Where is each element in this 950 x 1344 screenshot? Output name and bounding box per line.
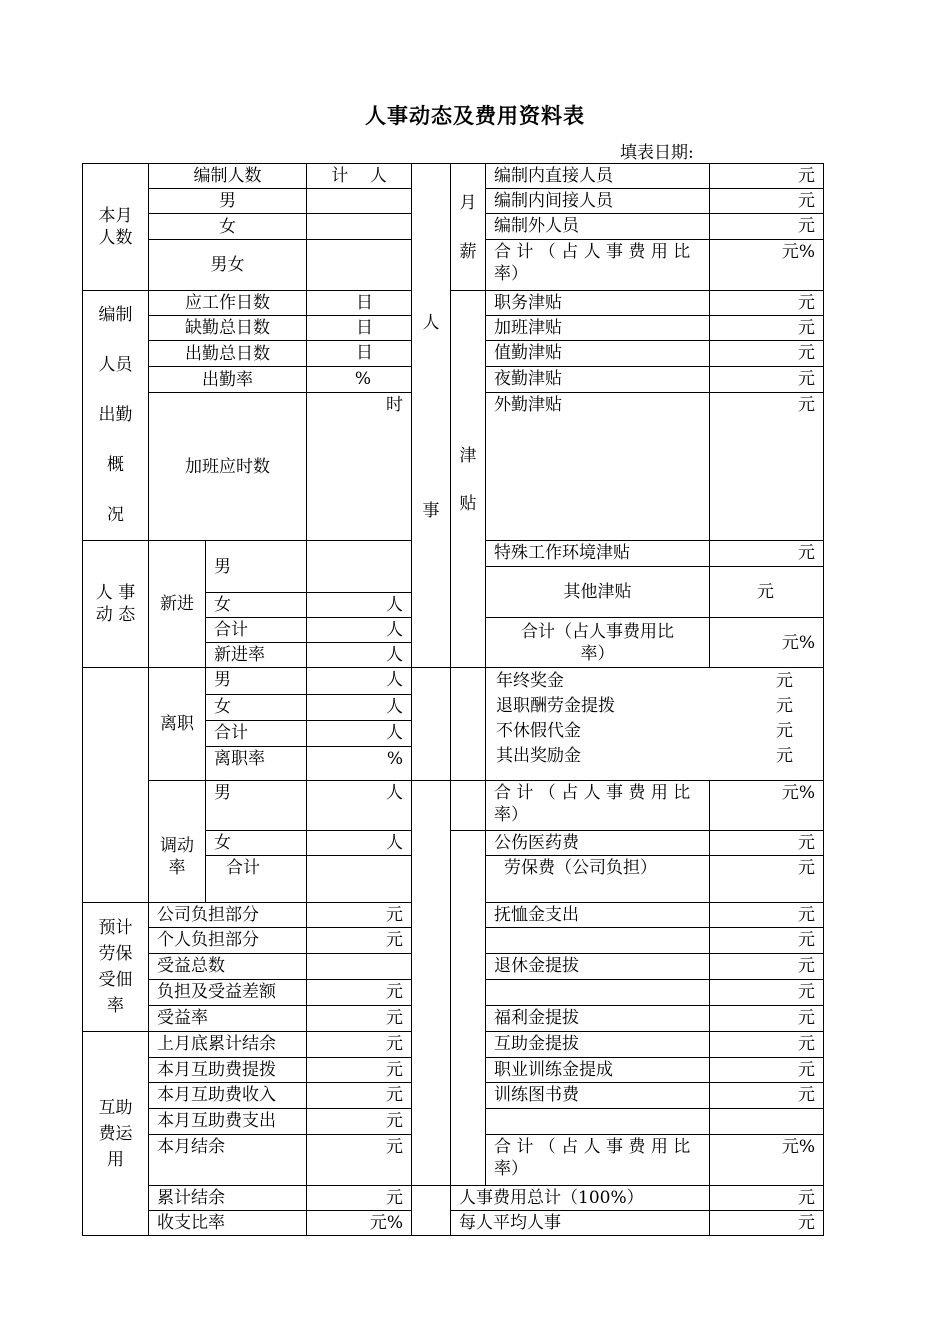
retirement-value[interactable]: 元 xyxy=(709,953,824,980)
injury-medical-value[interactable]: 元 xyxy=(709,830,824,856)
ma-month-balance-label: 本月结余 xyxy=(148,1134,307,1186)
blank-cost-row-3[interactable] xyxy=(485,1108,710,1135)
allowance-other-value[interactable]: 元 xyxy=(709,566,824,618)
personnel-band-bottom xyxy=(411,1185,451,1236)
other-costs-subtotal-label: 合 计 （ 占 人 事 费 用 比 率） xyxy=(485,1134,710,1186)
resign-rate-value[interactable]: % xyxy=(306,746,412,781)
new-hire-rate-value[interactable]: 人 xyxy=(306,642,412,668)
personnel-band-upper xyxy=(411,163,451,668)
labor-insurance-label: 劳保费（公司负担） xyxy=(485,855,710,903)
attendance-rate-label: 出勤率 xyxy=(148,366,307,393)
dynamics-group-label: 人 事 动 态 xyxy=(82,540,149,668)
resign-total-value[interactable]: 人 xyxy=(306,720,412,747)
personnel-char-ren: 人 xyxy=(422,313,440,333)
headcount-female-value[interactable] xyxy=(306,213,412,240)
ins-personal-label: 个人负担部分 xyxy=(148,927,307,954)
transfer-total-label: 合计 xyxy=(205,855,307,903)
workdays-value[interactable]: 日 xyxy=(306,290,412,316)
labor-insurance-value[interactable]: 元 xyxy=(709,855,824,903)
ins-company-value[interactable]: 元 xyxy=(306,902,412,928)
bonus-subtotal-value[interactable]: 元% xyxy=(709,780,824,831)
pension-label: 抚恤金支出 xyxy=(485,902,710,928)
bonus-subtotal-spacer xyxy=(450,780,486,831)
ins-benefit-total-label: 受益总数 xyxy=(148,953,307,980)
transfer-female-value[interactable]: 人 xyxy=(306,830,412,856)
workdays-label: 应工作日数 xyxy=(148,290,307,316)
resign-label: 离职 xyxy=(148,667,206,781)
allowance-onduty-value[interactable]: 元 xyxy=(709,340,824,367)
ma-total-balance-label: 累计结余 xyxy=(148,1185,307,1211)
blank-cost-row-1-value[interactable]: 元 xyxy=(709,927,824,954)
headcount-total-value[interactable] xyxy=(306,239,412,291)
headcount-value[interactable]: 计 人 xyxy=(306,163,412,189)
allowance-overtime-label: 加班津贴 xyxy=(485,315,710,341)
mutual-aid-group-label: 互助 费运 用 xyxy=(82,1031,149,1236)
bonus-block xyxy=(485,667,824,781)
overtime-hours-value[interactable]: 时 xyxy=(306,392,412,541)
ma-total-balance-value[interactable]: 元 xyxy=(306,1185,412,1211)
personnel-band-lower xyxy=(411,780,451,1186)
salary-external-label: 编制外人员 xyxy=(485,213,710,240)
ins-personal-value[interactable]: 元 xyxy=(306,927,412,954)
bonus-retirement-label: 退职酬劳金提拨 xyxy=(496,696,615,716)
attendance-group-label: 编制 人员 出勤 概 况 xyxy=(82,290,149,541)
resign-female-label: 女 xyxy=(205,694,307,721)
salary-group-label: 月 薪 xyxy=(450,163,486,291)
resign-total-label: 合计 xyxy=(205,720,307,747)
welfare-fund-label: 福利金提拔 xyxy=(485,1005,710,1032)
transfer-total-value[interactable] xyxy=(306,855,412,903)
blank-cost-row-3-value[interactable] xyxy=(709,1108,824,1135)
blank-cost-row-1[interactable] xyxy=(485,927,710,954)
per-capita-label: 每人平均人事 xyxy=(450,1210,710,1236)
allowance-field-label: 外勤津贴 xyxy=(485,392,710,541)
present-days-label: 出勤总日数 xyxy=(148,340,307,367)
ins-difference-value[interactable]: 元 xyxy=(306,979,412,1006)
headcount-female-label: 女 xyxy=(148,213,307,240)
salary-direct-value[interactable]: 元 xyxy=(709,163,824,189)
salary-direct-label: 编制内直接人员 xyxy=(485,163,710,189)
ma-income-value[interactable]: 元 xyxy=(306,1082,412,1109)
ma-month-balance-value[interactable]: 元 xyxy=(306,1134,412,1186)
new-female-value[interactable]: 人 xyxy=(306,592,412,618)
new-male-value[interactable] xyxy=(306,540,412,593)
transfer-male-label: 男 xyxy=(205,780,307,831)
ma-prev-balance-value[interactable]: 元 xyxy=(306,1031,412,1058)
training-books-value[interactable]: 元 xyxy=(709,1082,824,1109)
personnel-band-mid xyxy=(411,667,451,781)
bonus-no-leave-value[interactable]: 元 xyxy=(776,721,793,741)
bonus-retirement-value[interactable]: 元 xyxy=(776,696,793,716)
bonus-other-value[interactable]: 元 xyxy=(776,746,793,766)
page-title: 人事动态及费用资料表 xyxy=(365,103,585,128)
bonus-group-cell xyxy=(450,667,486,781)
headcount-male-value[interactable] xyxy=(306,188,412,214)
new-total-label: 合计 xyxy=(205,617,307,643)
allowance-other-label: 其他津贴 xyxy=(485,566,710,618)
ins-benefit-total-value[interactable] xyxy=(306,953,412,980)
absent-days-label: 缺勤总日数 xyxy=(148,315,307,341)
attendance-rate-value[interactable]: % xyxy=(306,366,412,393)
allowance-subtotal-value[interactable]: 元% xyxy=(709,617,824,668)
new-hire-rate-label: 新进率 xyxy=(205,642,307,668)
allowance-duty-value[interactable]: 元 xyxy=(709,290,824,316)
personnel-char-shi: 事 xyxy=(422,501,440,521)
ma-ratio-value[interactable]: 元% xyxy=(306,1210,412,1236)
bonus-subtotal-label: 合 计 （ 占 人 事 费 用 比 率） xyxy=(485,780,710,831)
training-books-label: 训练图书费 xyxy=(485,1082,710,1109)
allowance-subtotal-label: 合计（占人事费用比率） xyxy=(485,617,710,668)
salary-external-value[interactable]: 元 xyxy=(709,213,824,240)
salary-subtotal-label: 合 计 （ 占 人 事 费 用 比 率） xyxy=(485,239,710,291)
fill-date-label: 填表日期: xyxy=(620,143,694,163)
ma-expense-label: 本月互助费支出 xyxy=(148,1108,307,1135)
new-female-label: 女 xyxy=(205,592,307,618)
total-cost-label: 人事费用总计（100%） xyxy=(450,1185,710,1211)
ma-allocation-label: 本月互助费提拨 xyxy=(148,1057,307,1083)
allowance-night-label: 夜勤津贴 xyxy=(485,366,710,393)
bonus-year-end-label: 年终奖金 xyxy=(496,671,564,691)
resign-male-label: 男 xyxy=(205,667,307,695)
allowance-overtime-value[interactable]: 元 xyxy=(709,315,824,341)
present-days-value[interactable]: 日 xyxy=(306,340,412,367)
ins-difference-label: 负担及受益差额 xyxy=(148,979,307,1006)
transfer-label: 调动 率 xyxy=(148,780,206,903)
insurance-group-label: 预计 劳保 受佃 率 xyxy=(82,902,149,1032)
overtime-hours-label: 加班应时数 xyxy=(148,392,307,541)
headcount-label: 编制人数 xyxy=(148,163,307,189)
resign-male-value[interactable]: 人 xyxy=(306,667,412,695)
new-male-label: 男 xyxy=(205,540,307,593)
new-hire-label: 新进 xyxy=(148,540,206,668)
transfer-female-label: 女 xyxy=(205,830,307,856)
allowance-night-value[interactable]: 元 xyxy=(709,366,824,393)
ma-allocation-value[interactable]: 元 xyxy=(306,1057,412,1083)
salary-indirect-value[interactable]: 元 xyxy=(709,188,824,214)
ins-benefit-rate-label: 受益率 xyxy=(148,1005,307,1032)
allowance-special-value[interactable]: 元 xyxy=(709,540,824,567)
transfer-male-value[interactable]: 人 xyxy=(306,780,412,831)
retirement-label: 退休金提拔 xyxy=(485,953,710,980)
training-fund-label: 职业训练金提成 xyxy=(485,1057,710,1083)
ins-benefit-rate-value[interactable]: 元 xyxy=(306,1005,412,1032)
ma-ratio-label: 收支比率 xyxy=(148,1210,307,1236)
allowance-field-value[interactable]: 元 xyxy=(709,392,824,541)
bonus-other-label: 其出奖励金 xyxy=(496,746,581,766)
ma-prev-balance-label: 上月底累计结余 xyxy=(148,1031,307,1058)
resign-female-value[interactable]: 人 xyxy=(306,694,412,721)
allowance-onduty-label: 值勤津贴 xyxy=(485,340,710,367)
mutual-fund-label: 互助金提拔 xyxy=(485,1031,710,1058)
headcount-total-label: 男女 xyxy=(148,239,307,291)
blank-cost-row-2-value[interactable]: 元 xyxy=(709,979,824,1006)
headcount-male-label: 男 xyxy=(148,188,307,214)
mutual-fund-value[interactable]: 元 xyxy=(709,1031,824,1058)
welfare-fund-value[interactable]: 元 xyxy=(709,1005,824,1032)
bonus-year-end-value[interactable]: 元 xyxy=(776,671,793,691)
dynamics-continued-cell xyxy=(82,667,149,903)
resign-rate-label: 离职率 xyxy=(205,746,307,781)
pension-value[interactable]: 元 xyxy=(709,902,824,928)
ma-income-label: 本月互助费收入 xyxy=(148,1082,307,1109)
ma-expense-value[interactable]: 元 xyxy=(306,1108,412,1135)
other-costs-subtotal-value[interactable]: 元% xyxy=(709,1134,824,1186)
headcount-group-label: 本月 人数 xyxy=(82,163,149,291)
absent-days-value[interactable]: 日 xyxy=(306,315,412,341)
training-fund-value[interactable]: 元 xyxy=(709,1057,824,1083)
blank-cost-row-2[interactable] xyxy=(485,979,710,1006)
allowance-special-label: 特殊工作环境津贴 xyxy=(485,540,710,567)
salary-subtotal-value[interactable]: 元% xyxy=(709,239,824,291)
new-total-value[interactable]: 人 xyxy=(306,617,412,643)
other-costs-group-cell xyxy=(450,830,486,1186)
injury-medical-label: 公伤医药费 xyxy=(485,830,710,856)
allowance-duty-label: 职务津贴 xyxy=(485,290,710,316)
per-capita-value[interactable]: 元 xyxy=(709,1210,824,1236)
ins-company-label: 公司负担部分 xyxy=(148,902,307,928)
bonus-no-leave-label: 不休假代金 xyxy=(496,721,581,741)
salary-indirect-label: 编制内间接人员 xyxy=(485,188,710,214)
allowance-group-label: 津 贴 xyxy=(450,290,486,668)
total-cost-value[interactable]: 元 xyxy=(709,1185,824,1211)
